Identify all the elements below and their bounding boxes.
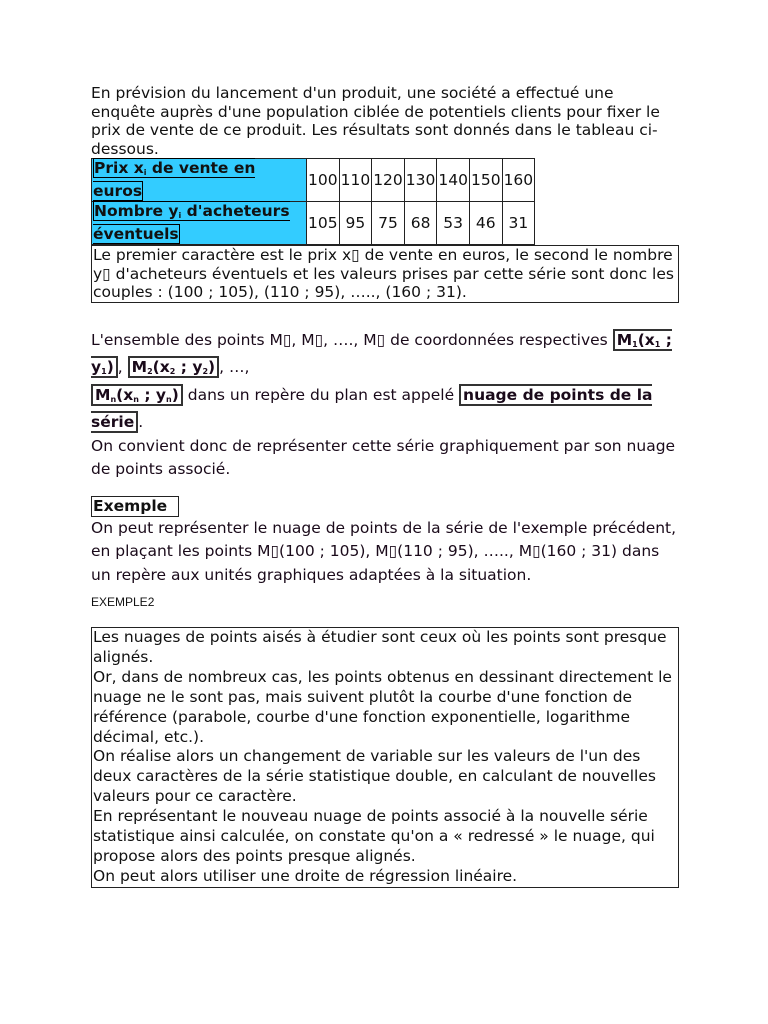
exemple2-label: EXEMPLE2: [91, 595, 155, 609]
document-page: [91, 84, 681, 888]
table-cell: 130: [404, 159, 437, 202]
exemple-paragraph: On peut représenter le nuage de points de la série de l'exemple précédent, en plaçant les points M▯(100 ; 105), M▯(110 ; 95), ….., M▯(160 ; 31) dans un repère aux unités graphiques adaptées à la situation.: [91, 518, 677, 584]
info-line: On réalise alors un changement de variable sur les valeurs de l'un des deux caractères de la série statistique double, en calculant de nouvelles valeurs pour ce caractère.: [93, 747, 656, 806]
info-line: Les nuages de points aisés à étudier sont ceux où les points sont presque alignés.: [93, 628, 667, 666]
info-box: [91, 627, 679, 888]
table-row: [92, 159, 535, 202]
note-box: Le premier caractère est le prix x▯ de vente en euros, le second le nombre y▯ d'acheteurs éventuels et les valeurs prises par cette série sont donc les couples : (100 ; 105), (110 ; 95), ….., (160 ; 31).: [91, 245, 679, 303]
table-cell: 100: [307, 159, 340, 202]
table-cell: 53: [437, 202, 470, 245]
point-mn: $M_n(x_n$ ; $y_n$): [91, 384, 183, 406]
conclusion-paragraph: On convient donc de représenter cette série graphiquement par son nuage de points associé.: [91, 436, 676, 478]
table-cell: 68: [404, 202, 437, 245]
point-m1: $M_1(x_1$ ; $y_1$): [91, 330, 672, 376]
table-cell: 150: [469, 159, 502, 202]
table-cell: 75: [372, 202, 405, 245]
table-cell: 46: [469, 202, 502, 245]
key-term: nuage de points de la série: [91, 385, 653, 431]
table-cell: 140: [437, 159, 470, 202]
exemple-label: Exemple: [91, 496, 179, 517]
table-cell: 95: [339, 202, 372, 245]
table-row: [92, 202, 535, 245]
price-header-cell: Prix $x_i$ de vente en euros: [92, 159, 307, 202]
table-cell: 31: [502, 202, 535, 245]
table-cell: 105: [307, 202, 340, 245]
buyers-header-cell: Nombre $y_i$ d'acheteurs éventuels: [92, 202, 307, 245]
ensemble-paragraph: L'ensemble des points M▯, M▯, …., M▯ de coordonnées respectives $M_1(x_1$ ; $y_1$) , $M_2(x_2$ ; $y_2$) , …, $M_n(x_n$ ; $y_n$) dans un repère du plan est appelé nuage de points de la série .: [91, 330, 672, 431]
point-m2: $M_2(x_2$ ; $y_2$): [128, 356, 219, 378]
info-line: En représentant le nouveau nuage de points associé à la nouvelle série statistique ainsi calculée, on constate qu'on a « redressé » le nuage, qui propose alors des points presque alignés.: [93, 807, 655, 865]
table-cell: 160: [502, 159, 535, 202]
data-table: [91, 158, 535, 245]
info-line: Or, dans de nombreux cas, les points obtenus en dessinant directement le nuage ne le sont pas, mais suivent plutôt la courbe d'une fonction de référence (parabole, courbe d'une fonction exponentielle, logarithme décimal, etc.).: [93, 667, 672, 746]
table-cell: 110: [339, 159, 372, 202]
info-line: On peut alors utiliser une droite de régression linéaire.: [93, 866, 518, 885]
intro-paragraph: En prévision du lancement d'un produit, une société a effectué une enquête auprès d'une population ciblée de potentiels clients pour fixer le prix de vente de ce produit. Les résultats sont donnés dans le tableau ci-dessous.: [91, 84, 660, 158]
table-cell: 120: [372, 159, 405, 202]
